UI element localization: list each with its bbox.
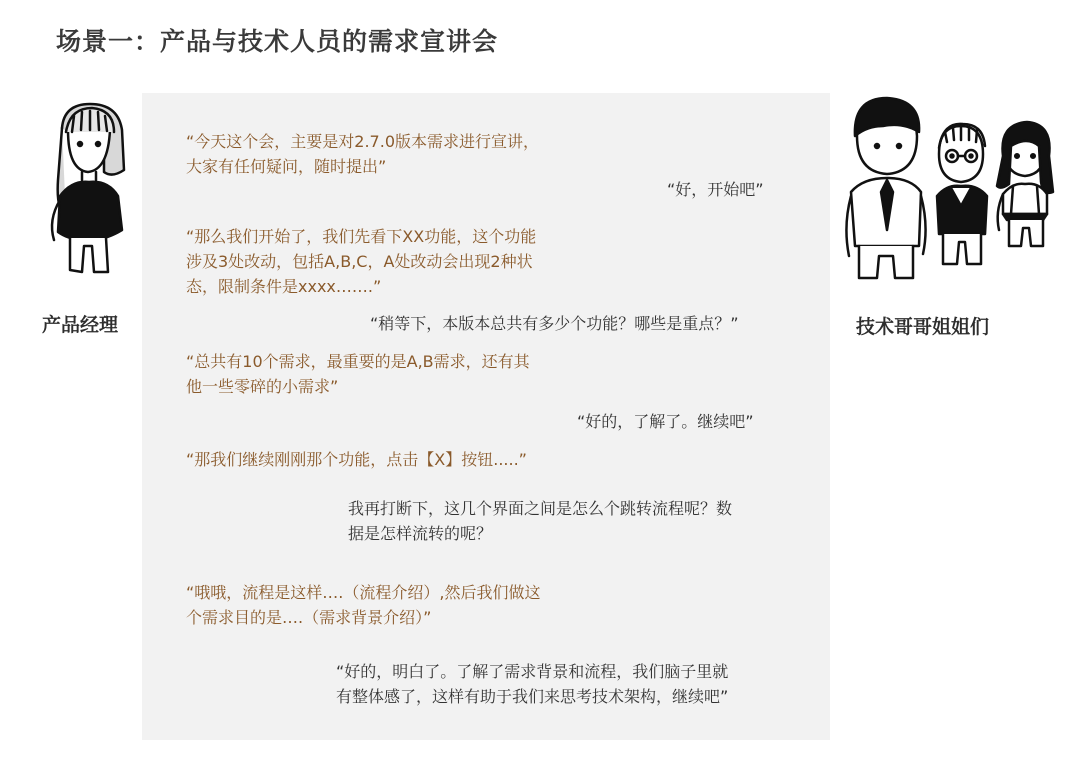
pm-line: “总共有10个需求，最重要的是A,B需求，还有其 [186,352,530,371]
product-manager-label: 产品经理 [42,314,119,336]
pm-line: 他一些零碎的小需求” [186,377,339,396]
tech-team-figures [843,96,1063,286]
dialogue-panel [142,93,830,740]
pm-line: “那么我们开始了，我们先看下XX功能，这个功能 [186,227,537,246]
page-title: 场景一：产品与技术人员的需求宣讲会 [56,27,499,56]
tech-line: 我再打断下，这几个界面之间是怎么个跳转流程呢？数 [348,499,733,518]
tech-line: 有整体感了，这样有助于我们来思考技术架构，继续吧” [336,687,729,706]
tech-line: “好的，了解了。继续吧” [577,412,754,431]
tech-line: “好，开始吧” [667,180,764,199]
pm-line: 个需求目的是….（需求背景介绍）” [186,608,432,627]
tech-team-label: 技术哥哥姐姐们 [856,316,990,338]
pm-line: “那我们继续刚刚那个功能，点击【X】按钮.....” [186,450,527,469]
tech-line: 据是怎样流转的呢？ [348,524,493,543]
product-manager-figure [42,100,137,285]
pm-line: 态，限制条件是xxxx…….” [186,277,382,296]
pm-line: 大家有任何疑问，随时提出” [186,157,387,176]
tech-line: “好的，明白了。了解了需求背景和流程，我们脑子里就 [336,662,729,681]
tech-line: “稍等下，本版本总共有多少个功能？哪些是重点？” [370,314,739,333]
pm-line: 涉及3处改动，包括A,B,C，A处改动会出现2种状 [186,252,533,271]
pm-line: “哦哦，流程是这样….（流程介绍）,然后我们做这 [186,583,541,602]
pm-line: “今天这个会，主要是对2.7.0版本需求进行宣讲， [186,132,540,151]
